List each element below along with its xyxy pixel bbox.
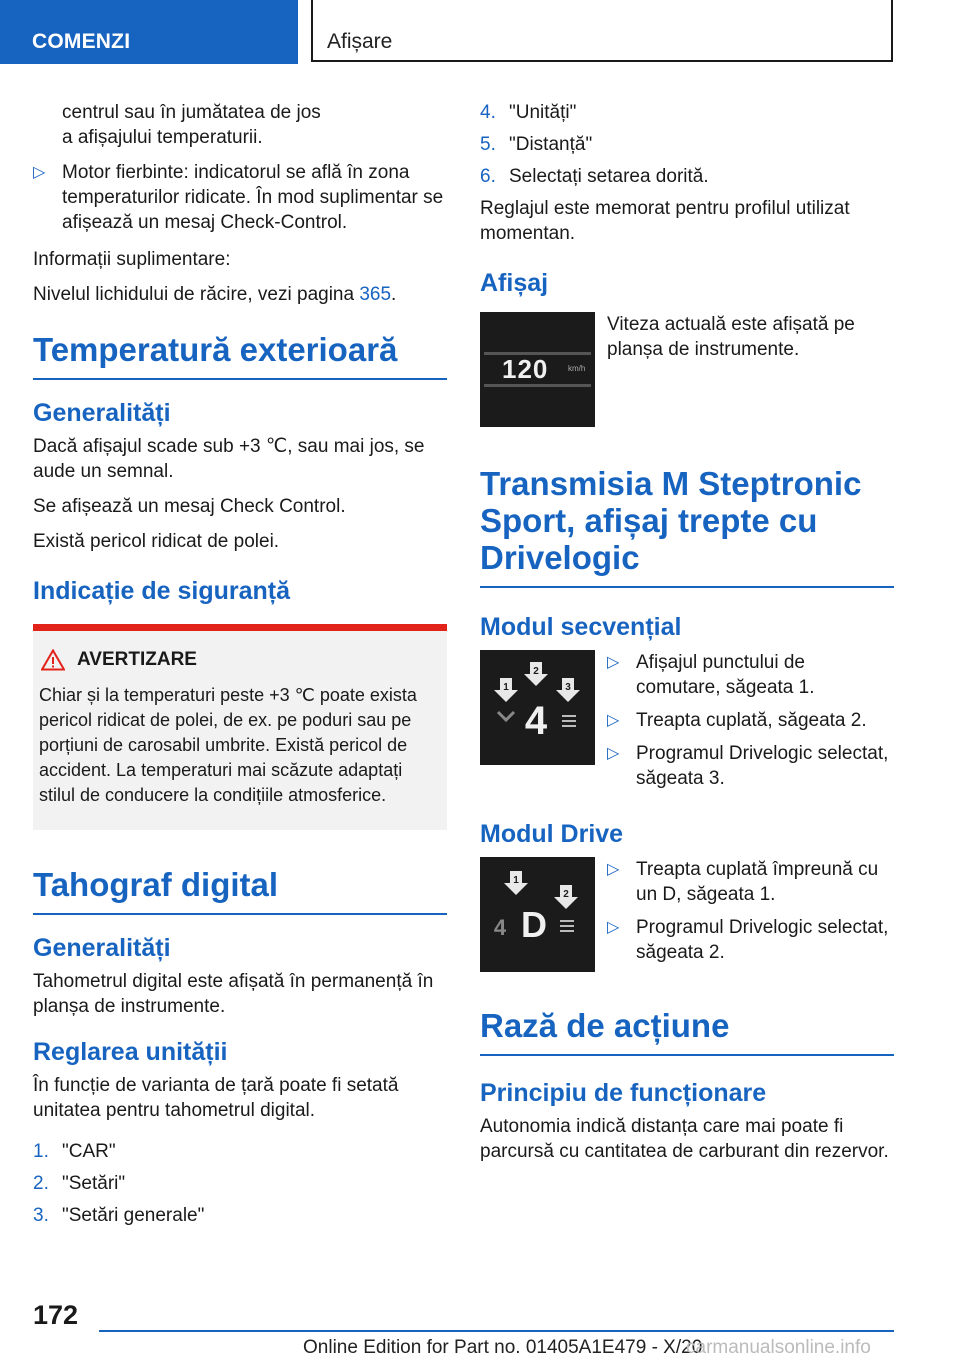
heading-safety: Indicație de siguranță bbox=[33, 577, 291, 605]
svg-text:2: 2 bbox=[563, 889, 569, 900]
section-tab bbox=[0, 0, 298, 64]
svg-text:2: 2 bbox=[533, 666, 539, 677]
topic-tab bbox=[311, 0, 893, 62]
triangle-bullet-icon: ▷ bbox=[607, 919, 620, 936]
left-column bbox=[33, 100, 447, 1235]
warning-text: Chiar și la temperaturi peste +3 ℃ poate exista pericol ridicat de polei, de ex. pe poduri sau pe porțiuni de carosabil umbrite. Există pericol de accident. La temperaturi mai scăzute adaptați stilul de conducere la condițiile atmosferice. bbox=[39, 685, 417, 805]
heading-range: Rază de acțiune bbox=[480, 1007, 894, 1056]
triangle-bullet-icon: ▷ bbox=[607, 654, 620, 671]
heading-transmission: Transmisia M Steptronic Sport, afișaj trepte cu Drivelogic bbox=[480, 465, 894, 588]
heading-display: Afișaj bbox=[480, 269, 549, 297]
paragraph: Reglajul este memorat pentru profilul utilizat momentan. bbox=[480, 198, 850, 244]
heading-general: Generalități bbox=[33, 934, 171, 962]
heading-drive: Modul Drive bbox=[480, 820, 624, 848]
gear-arrows-graphic bbox=[480, 650, 595, 765]
list-item: 6. Selectați setarea dorită. bbox=[480, 166, 709, 187]
paragraph: Dacă afișajul scade sub +3 ℃, sau mai jos, se aude un semnal. bbox=[33, 436, 425, 482]
speed-unit: km/h bbox=[568, 364, 586, 373]
list-item: ▷ Programul Drivelogic selectat, săgeata 3. bbox=[607, 743, 889, 789]
svg-text:1: 1 bbox=[513, 875, 519, 886]
list-item: 1. "CAR" bbox=[33, 1141, 116, 1162]
heading-outside-temp: Temperatură exterioară bbox=[33, 331, 447, 380]
warning-box bbox=[33, 624, 447, 830]
speed-display-image bbox=[480, 312, 595, 427]
heading-units: Reglarea unității bbox=[33, 1038, 228, 1066]
heading-principle: Principiu de funcționare bbox=[480, 1079, 767, 1107]
svg-text:D: D bbox=[521, 904, 547, 945]
figure-sequential bbox=[480, 650, 894, 799]
figure-drive bbox=[480, 857, 894, 973]
list-item: ▷ Treapta cuplată, săgeata 2. bbox=[607, 710, 867, 731]
drive-arrows-graphic bbox=[480, 857, 595, 972]
warning-title-row bbox=[39, 649, 439, 671]
paragraph: În funcție de varianta de țară poate fi setată unitatea pentru tahometrul digital. bbox=[33, 1075, 399, 1121]
page-link[interactable]: 365 bbox=[359, 284, 392, 305]
heading-general: Generalități bbox=[33, 399, 171, 427]
continued-text: centrul sau în jumătatea de jos a afișajului temperaturii. bbox=[62, 102, 321, 148]
list-item: 5. "Distanță" bbox=[480, 134, 593, 155]
page-number: 172 bbox=[33, 1300, 79, 1330]
speed-value: 120 bbox=[502, 354, 549, 384]
triangle-bullet-icon: ▷ bbox=[33, 164, 46, 181]
topic-title: Afișare bbox=[327, 30, 393, 53]
svg-text:4: 4 bbox=[493, 915, 507, 940]
paragraph: Se afișează un mesaj Check Control. bbox=[33, 496, 346, 517]
paragraph: Tahometrul digital este afișată în permanență în planșa de instrumente. bbox=[33, 971, 434, 1017]
figure-speed bbox=[480, 312, 894, 427]
triangle-bullet-icon: ▷ bbox=[607, 745, 620, 762]
watermark: carmanualsonline.info bbox=[686, 1337, 871, 1358]
right-column bbox=[480, 100, 894, 1174]
coolant-ref: Nivelul lichidului de răcire, vezi pagina 365. bbox=[33, 284, 397, 305]
list-item: ▷ Motor fierbinte: indicatorul se află în zona temperaturilor ridicate. În mod suplimentar se afișează un mesaj Check-Control. bbox=[33, 162, 444, 233]
footer-rule bbox=[99, 1330, 894, 1332]
list-item: 2. "Setări" bbox=[33, 1173, 126, 1194]
svg-text:4: 4 bbox=[524, 699, 548, 743]
list-item: 4. "Unități" bbox=[480, 102, 577, 123]
sequential-display-image bbox=[480, 650, 595, 765]
footer-edition: Online Edition for Part no. 01405A1E479 - X/20 bbox=[303, 1337, 703, 1358]
list-item: 3. "Setări generale" bbox=[33, 1205, 205, 1226]
info-label: Informații suplimentare: bbox=[33, 249, 231, 270]
paragraph: Există pericol ridicat de polei. bbox=[33, 531, 280, 552]
svg-text:1: 1 bbox=[503, 682, 509, 693]
drive-display-image bbox=[480, 857, 595, 972]
warning-triangle-icon bbox=[41, 649, 65, 671]
heading-tachograph: Tahograf digital bbox=[33, 866, 447, 915]
warning-title: AVERTIZARE bbox=[77, 649, 197, 670]
list-item: ▷ Afișajul punctului de comutare, săgeata 1. bbox=[607, 652, 815, 698]
triangle-bullet-icon: ▷ bbox=[607, 712, 620, 729]
section-title: COMENZI bbox=[32, 30, 131, 53]
list-item: ▷ Treapta cuplată împreună cu un D, săgeata 1. bbox=[607, 859, 879, 905]
paragraph: Viteza actuală este afișată pe planșa de instrumente. bbox=[607, 314, 855, 360]
list-item: ▷ Programul Drivelogic selectat, săgeata 2. bbox=[607, 917, 889, 963]
paragraph: Autonomia indică distanța care mai poate fi parcursă cu cantitatea de carburant din rezervor. bbox=[480, 1116, 889, 1162]
heading-sequential: Modul secvențial bbox=[480, 613, 682, 641]
triangle-bullet-icon: ▷ bbox=[607, 861, 620, 878]
svg-text:3: 3 bbox=[565, 682, 571, 693]
